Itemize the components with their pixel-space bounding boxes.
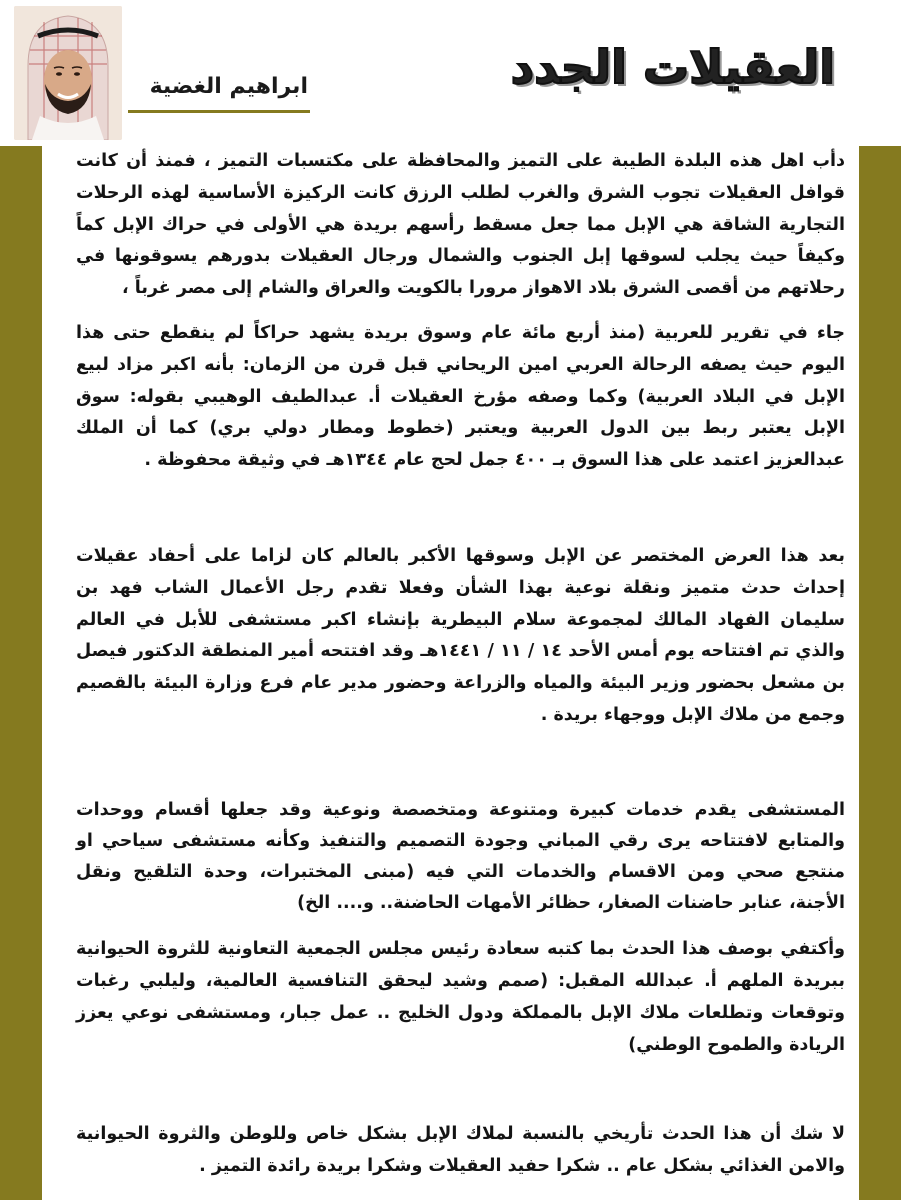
author-portrait-icon bbox=[14, 6, 122, 140]
right-accent-bar bbox=[859, 146, 901, 1200]
paragraph-3: بعد هذا العرض المختصر عن الإبل وسوقها الأكبر بالعالم كان لزاما على أحفاد عقيلات إحداث حدث متميز ونقلة نوعية بهذا الشأن وفعلا تقدم رجل الأعمال الشاب فهد بن سليمان الفهاد المالك لمجموعة سلام البيطرية بإنشاء اكبر مستشفى للأبل في العالم والذي تم افتتاحه يوم أمس الأحد ١٤ / ١١ / ١٤٤١هـ وقد افتتحه أمير المنطقة الدكتور فيصل بن مشعل بحضور وزير البيئة والمياه والزراعة وحضور مدير عام فرع وزارة البيئة بالقصيم وجمع من ملاك الإبل ووجهاء بريدة . bbox=[76, 546, 845, 725]
author-underline bbox=[128, 110, 310, 113]
author-photo bbox=[14, 6, 122, 140]
paragraph-2: جاء في تقرير للعربية (منذ أربع مائة عام وسوق بريدة يشهد حراكاً لم ينقطع حتى هذا اليوم حيث يصفه الرحالة العربي امين الريحاني قبل قرن من الزمان: بأنه اكبر مزاد لبيع الإبل في البلاد العربية) وكما وصفه مؤرخ العقيلات أ. عبدالطيف الوهيبي بقوله: سوق الإبل يعتبر ربط بين الدول العربية ويعتبر (خطوط ومطار دولي بري) كما أن الملك عبدالعزيز اعتمد على هذا السوق بـ ٤٠٠ جمل لحج عام ١٣٤٤هـ في وثيقة محفوظة . bbox=[76, 323, 845, 471]
article-headline: العقيلات الجدد bbox=[510, 40, 835, 94]
paragraph-1: دأب اهل هذه البلدة الطيبة على التميز والمحافظة على مكتسبات التميز ، فمنذ أن كانت قوافل العقيلات تجوب الشرق والغرب لطلب الرزق كانت الركيزة الأساسية لهذه الرحلات التجارية الشاقة هي الإبل مما جعل مسقط رأسهم بريدة هي الأولى في حراك الإبل كماً وكيفاً حيث يجلب لسوقها إبل الجنوب والشمال ورجال العقيلات بدورهم يسوقونها في رحلاتهم من أقصى الشرق بلاد الاهواز مرورا بالكويت والعراق والشام إلى مصر غرباً ، bbox=[76, 151, 845, 299]
left-accent-bar bbox=[0, 146, 42, 1200]
article-header bbox=[0, 0, 901, 146]
paragraph-5: وأكتفي بوصف هذا الحدث بما كتبه سعادة رئيس مجلس الجمعية التعاونية للثروة الحيوانية ببريدة الملهم أ. عبدالله المقبل: (صمم وشيد ليحقق التنافسية العالمية، وليلبي رغبات وتوقعات وتطلعات ملاك الإبل بالمملكة ودول الخليج .. عمل جبار، ومستشفى نوعي يعزز الريادة والطموح الوطني) bbox=[76, 939, 845, 1055]
author-name: ابراهيم الغضية bbox=[149, 74, 308, 99]
paragraph-6: لا شك أن هذا الحدث تأريخي بالنسبة لملاك الإبل بشكل خاص وللوطن والثروة الحيوانية والامن الغذائي بشكل عام .. شكرا حفيد العقيلات وشكرا بريدة رائدة التميز . bbox=[76, 1124, 845, 1176]
paragraph-4: المستشفى يقدم خدمات كبيرة ومتنوعة ومتخصصة ونوعية وقد جعلها أقسام ووحدات والمتابع لافتتاحه يرى رقي المباني وجودة التصميم والتنفيذ وكأنه مستشفى سياحي او منتجع صحي ومن الاقسام والخدمات التي فيه (مبنى المختبرات، وحدة التلقيح ونقل الأجنة، عنابر حاضنات الصغار، حظائر الأمهات الحاضنة.. و.... الخ) bbox=[76, 800, 845, 913]
